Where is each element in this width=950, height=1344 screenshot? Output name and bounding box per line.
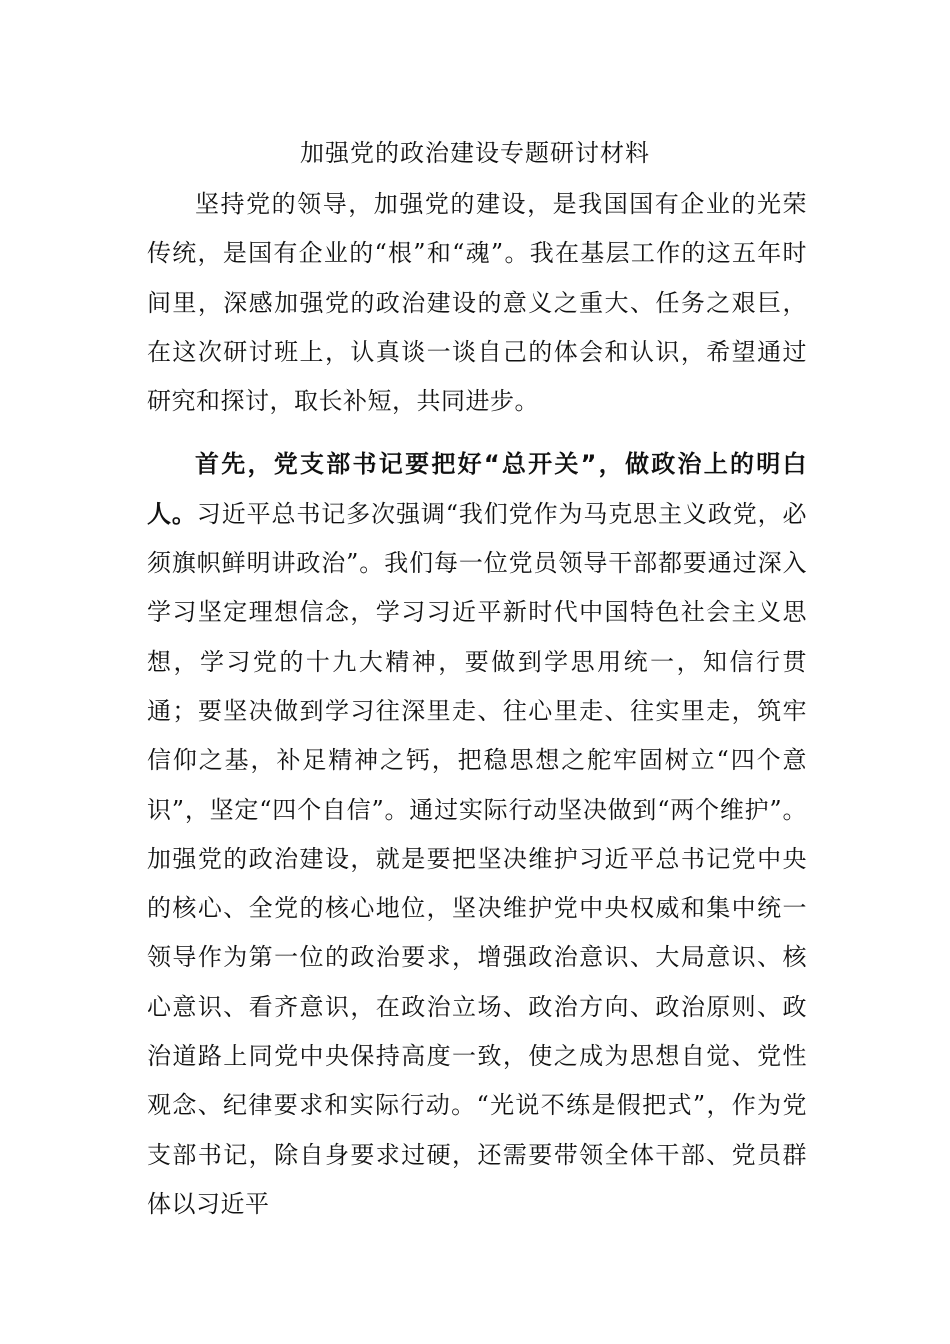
paragraph-body-text: 习近平总书记多次强调“我们党作为马克思主义政党，必须旗帜鲜明讲政治”。我们每一位党员领导干部都要通过深入学习坚定理想信念，学习习近平新时代中国特色社会主义思想，学习党的十九大精神，要做到学思用统一，知信行贯通；要坚决做到学习往深里走、往心里走、往实里走，筑牢信仰之基，补足精神之钙，把稳思想之舵牢固树立“四个意识”，坚定“四个自信”。通过实际行动坚决做到“两个维护”。加强党的政治建设，就是要把坚决维护习近平总书记党中央的核心、全党的核心地位，坚决维护党中央权威和集中统一领导作为第一位的政治要求，增强政治意识、大局意识、核心意识、看齐意识，在政治立场、政治方向、政治原则、政治道路上同党中央保持高度一致，使之成为思想自觉、党性观念、纪律要求和实际行动。“光说不练是假把式”，作为党支部书记，除自身要求过硬，还需要带领全体干部、党员群体以习近平 [147,499,807,1218]
document-title: 加强党的政治建设专题研讨材料 [300,139,650,167]
paragraph-lead-bold: 首先，党支部书记要把好“总开关”，做政治上的明白人。 [147,450,807,528]
paragraph-intro: 坚持党的领导，加强党的建设，是我国国有企业的光荣传统，是国有企业的“根”和“魂”。我在基层工作的这五年时间里，深感加强党的政治建设的意义之重大、任务之艰巨，在这次研讨班上，认真谈一谈自己的体会和认识，希望通过研究和探讨，取长补短，共同进步。 [147,190,807,416]
paragraph-first-point [147,440,807,1229]
document-body [147,180,807,1229]
